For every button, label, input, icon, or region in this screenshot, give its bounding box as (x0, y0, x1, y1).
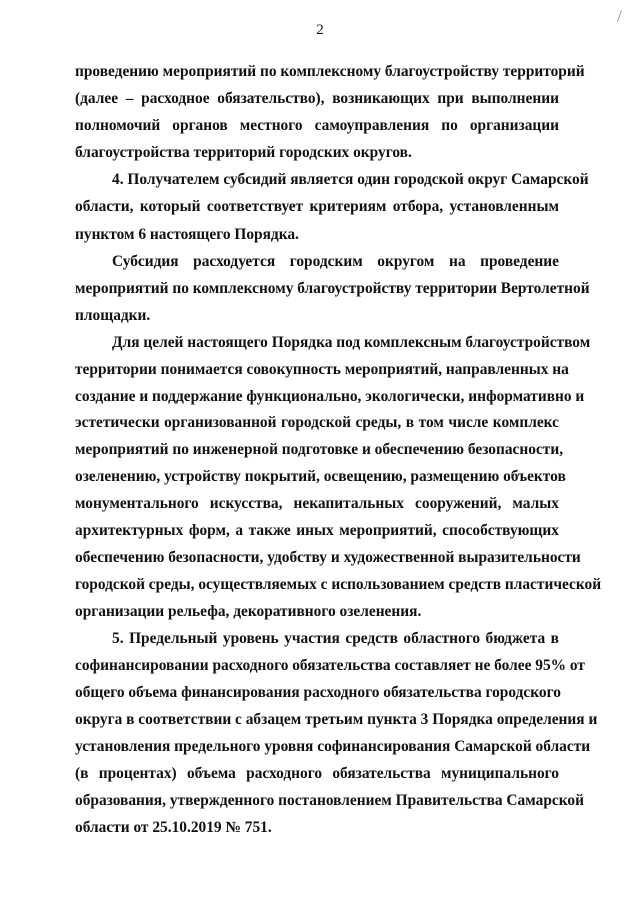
text-line: обеспечению безопасности, удобству и художественной выразительности (75, 549, 581, 566)
text-line: (далее – расходное обязательство), возникающих при выполнении (75, 90, 559, 107)
text-line: 4. Получателем субсидий является один городской округ Самарской (112, 171, 589, 188)
text-line: площадки. (75, 307, 151, 324)
text-line: эстетически организованной городской среды, в том числе комплекс (75, 414, 559, 431)
text-line: округа в соответствии с абзацем третьим пункта 3 Порядка определения и (75, 711, 598, 728)
text-line: архитектурных форм, а также иных мероприятий, способствующих (75, 522, 559, 539)
text-line: общего объема финансирования расходного обязательства городского (75, 684, 561, 701)
text-line: территории понимается совокупность мероприятий, направленных на (75, 361, 569, 378)
text-line: софинансировании расходного обязательства составляет не более 95% от (75, 657, 585, 674)
text-line: Для целей настоящего Порядка под комплексным благоустройством (112, 334, 591, 351)
scan-mark (617, 10, 622, 22)
text-line: проведению мероприятий по комплексному благоустройству территорий (75, 63, 585, 80)
text-line: образования, утвержденного постановлением Правительства Самарской (75, 792, 584, 809)
text-line: 5. Предельный уровень участия средств областного бюджета в (112, 630, 559, 647)
text-line: монументального искусства, некапитальных сооружений, малых (75, 495, 559, 512)
text-line: области от 25.10.2019 № 751. (75, 819, 272, 836)
text-line: создание и поддержание функционально, экологически, информативно и (75, 388, 585, 405)
text-line: Субсидия расходуется городским округом на проведение (112, 253, 559, 270)
page-number: 2 (316, 22, 324, 38)
text-line: области, который соответствует критериям отбора, установленным (75, 198, 559, 215)
text-line: пунктом 6 настоящего Порядка. (75, 226, 299, 243)
text-line: мероприятий по инженерной подготовке и обеспечению безопасности, (75, 441, 564, 458)
text-line: городской среды, осуществляемых с использованием средств пластической (75, 576, 602, 593)
text-line: озеленению, устройству покрытий, освещению, размещению объектов (75, 468, 566, 485)
text-line: установления предельного уровня софинансирования Самарской области (75, 738, 591, 755)
text-line: организации рельефа, декоративного озеленения. (75, 603, 422, 620)
text-line: (в процентах) объема расходного обязательства муниципального (75, 765, 559, 782)
text-line: мероприятий по комплексному благоустройству территории Вертолетной (75, 280, 590, 297)
text-line: благоустройства территорий городских округов. (75, 144, 412, 161)
text-line: полномочий органов местного самоуправления по организации (75, 117, 559, 134)
